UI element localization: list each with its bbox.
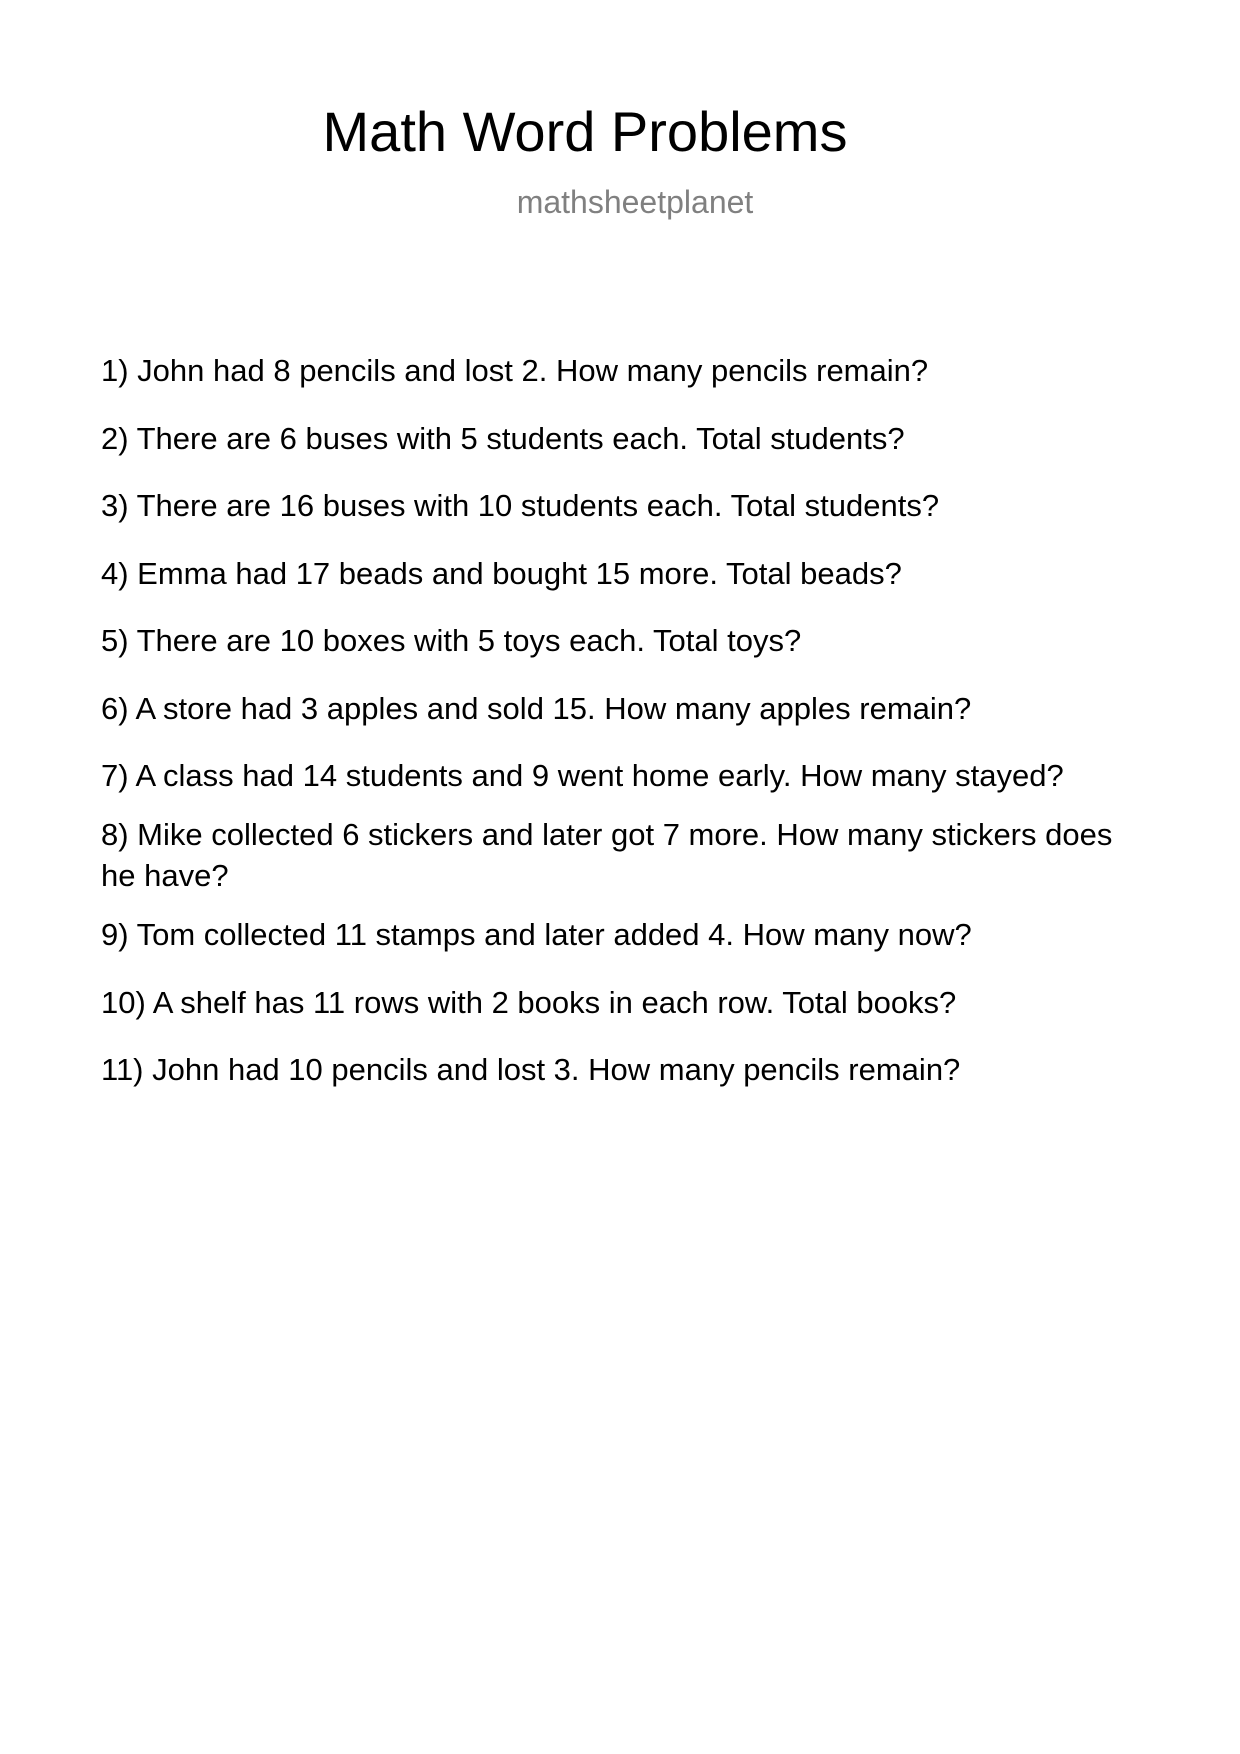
problem-item: 2) There are 6 buses with 5 students each. Total students? xyxy=(101,420,905,456)
problem-item: 9) Tom collected 11 stamps and later added 4. How many now? xyxy=(101,917,972,952)
problem-item: 11) John had 10 pencils and lost 3. How many pencils remain? xyxy=(101,1052,961,1087)
page-title: Math Word Problems xyxy=(322,100,848,163)
problem-item: 8) Mike collected 6 stickers and later got 7 more. How many stickers does he have? xyxy=(101,817,1113,893)
problem-list xyxy=(101,350,1121,1117)
problem-item: 1) John had 8 pencils and lost 2. How many pencils remain? xyxy=(101,353,929,388)
problem-item: 10) A shelf has 11 rows with 2 books in each row. Total books? xyxy=(101,984,957,1020)
problem-item: 3) There are 16 buses with 10 students each. Total students? xyxy=(101,488,940,523)
problem-item: 6) A store had 3 apples and sold 15. How many apples remain? xyxy=(101,690,972,726)
problem-item: 7) A class had 14 students and 9 went home early. How many stayed? xyxy=(101,758,1064,793)
problem-item: 4) Emma had 17 beads and bought 15 more. Total beads? xyxy=(101,555,902,591)
problem-item: 5) There are 10 boxes with 5 toys each. Total toys? xyxy=(101,623,802,658)
page-subtitle: mathsheetplanet xyxy=(516,184,754,220)
